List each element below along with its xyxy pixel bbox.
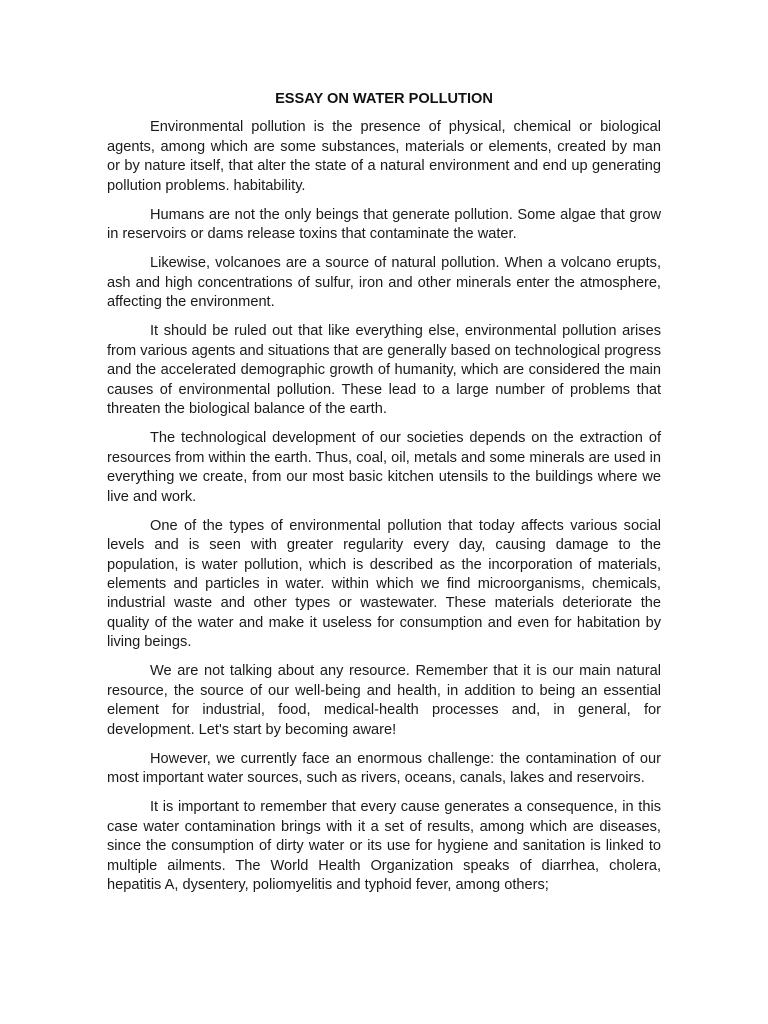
paragraph: Environmental pollution is the presence of physical, chemical or biological agents, among which are some substances, materials or elements, created by man or by nature itself, that alter the state of a natural environment and end up generating pollution problems. habitability. (107, 119, 661, 194)
paragraph: Humans are not the only beings that generate pollution. Some algae that grow in reservoirs or dams release toxins that contaminate the water. (107, 206, 661, 243)
essay-title: ESSAY ON WATER POLLUTION (275, 91, 493, 107)
paragraph: It should be ruled out that like everything else, environmental pollution arises from various agents and situations that are generally based on technological progress and the accelerated demographic growth of humanity, which are considered the main causes of environmental pollution. These lead to a large number of problems that threaten the biological balance of the earth. (107, 323, 661, 418)
paragraph: However, we currently face an enormous challenge: the contamination of our most important water sources, such as rivers, oceans, canals, lakes and reservoirs. (107, 750, 661, 787)
paragraph: We are not talking about any resource. Remember that it is our main natural resource, the source of our well-being and health, in addition to being an essential element for industrial, food, medical-health processes and, in general, for development. Let's start by becoming aware! (107, 663, 661, 738)
paragraph: The technological development of our societies depends on the extraction of resources from within the earth. Thus, coal, oil, metals and some minerals are used in everything we create, from our most basic kitchen utensils to the buildings where we live and work. (107, 430, 661, 505)
paragraph: It is important to remember that every cause generates a consequence, in this case water contamination brings with it a set of results, among which are diseases, since the consumption of dirty water or its use for hygiene and sanitation is linked to multiple ailments. The World Health Organization speaks of diarrhea, cholera, hepatitis A, dysentery, poliomyelitis and typhoid fever, among others; (107, 799, 661, 893)
document-body (107, 90, 661, 905)
paragraph: One of the types of environmental pollution that today affects various social levels and is seen with greater regularity every day, causing damage to the population, is water pollution, which is described as the incorporation of materials, elements and particles in water. within which we find microorganisms, chemicals, industrial waste and other types or wastewater. These materials deteriorate the quality of the water and make it useless for consumption and even for habitation by living beings. (107, 517, 661, 651)
paragraph: Likewise, volcanoes are a source of natural pollution. When a volcano erupts, ash and high concentrations of sulfur, iron and other minerals enter the atmosphere, affecting the environment. (107, 255, 661, 311)
